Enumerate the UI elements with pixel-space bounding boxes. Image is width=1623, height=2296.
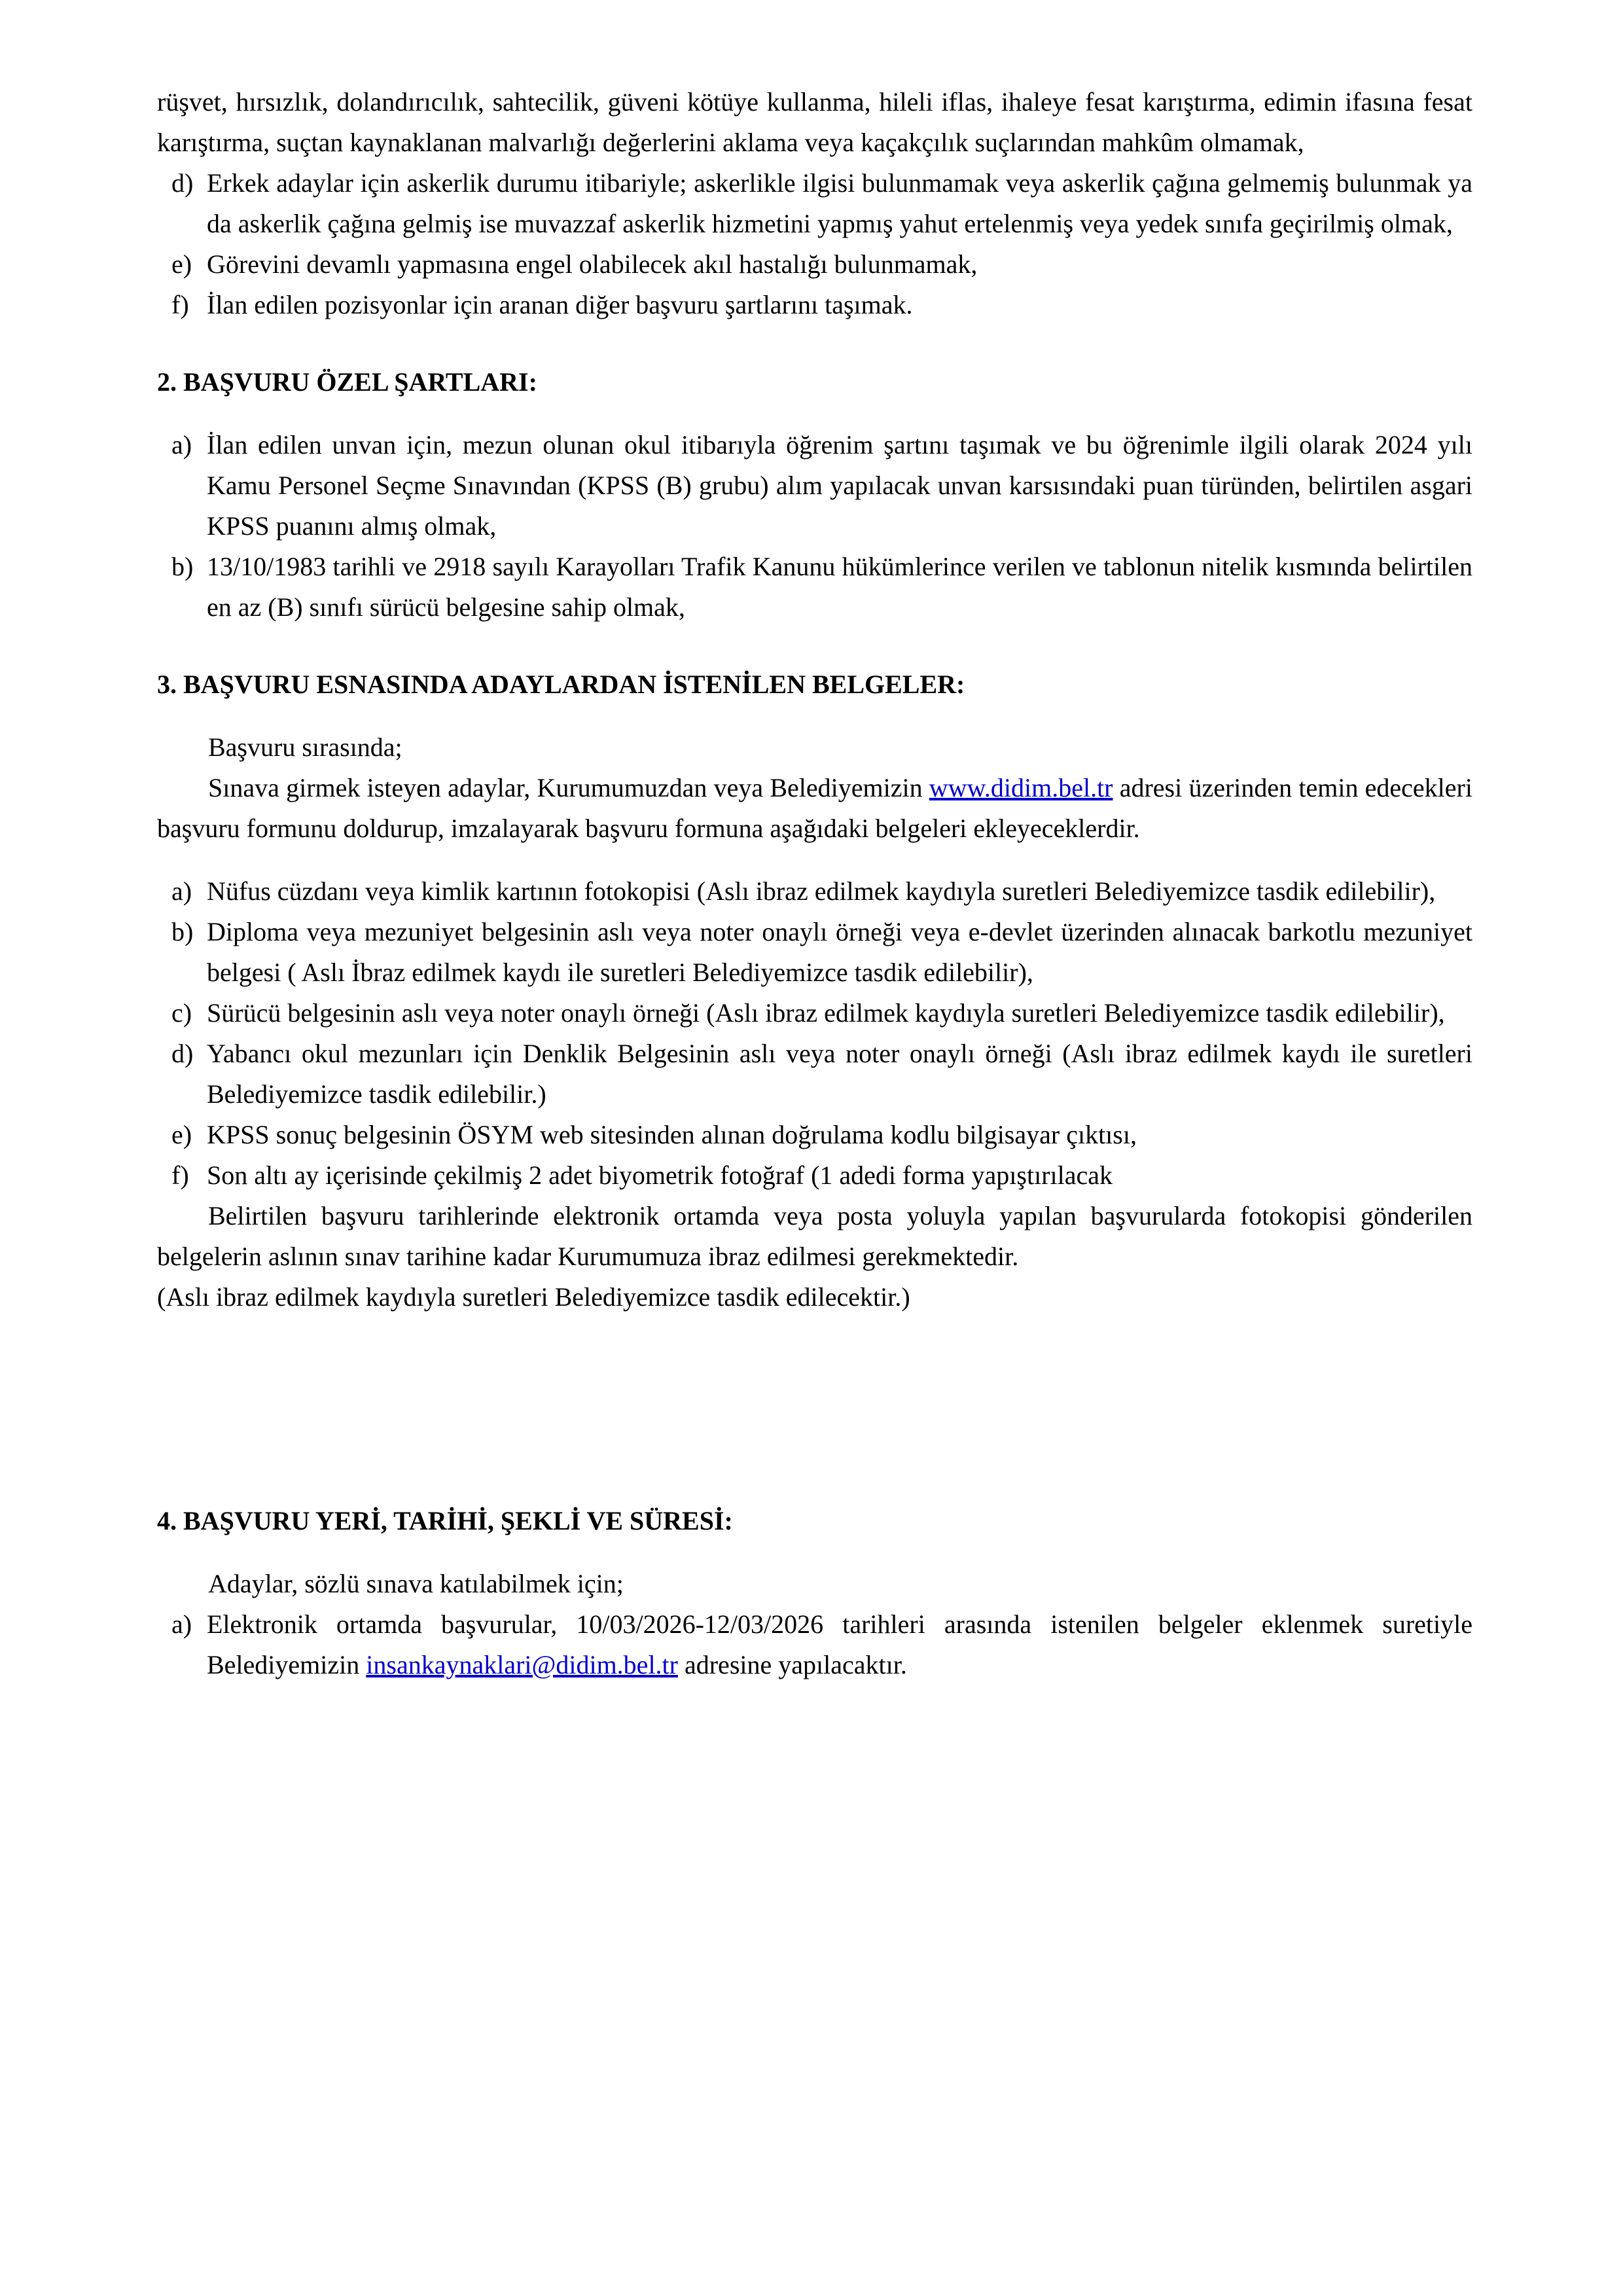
list-item-text: İlan edilen pozisyonlar için aranan diğer başvuru şartlarını taşımak. (207, 290, 913, 319)
section-3-lead-line: Başvuru sırasında; (208, 732, 402, 762)
item-text-before-link: Elektronik ortamda başvurular, 10/03/2026-12/03/2026 tarihleri arasında istenilen belgeler eklenmek suretiyle Belediyemizin (207, 1609, 1472, 1679)
list-item (157, 1155, 1472, 1196)
page-content (157, 0, 1472, 1685)
list-item (157, 993, 1472, 1033)
list-marker: a) (171, 876, 192, 906)
section-3-lead-paragraph (157, 768, 1472, 849)
list-item-text: Görevini devamlı yapmasına engel olabilecek akıl hastalığı bulunmamak, (207, 249, 978, 279)
list-item (157, 547, 1472, 628)
list-marker: e) (171, 1120, 192, 1149)
list-item (157, 244, 1472, 285)
list-item (157, 1115, 1472, 1155)
didim-website-link[interactable]: www.didim.bel.tr (929, 773, 1113, 802)
list-item-text: Son altı ay içerisinde çekilmiş 2 adet biyometrik fotoğraf (1 adedi forma yapıştırılacak (207, 1160, 1113, 1190)
section-3-heading: 3. BAŞVURU ESNASINDA ADAYLARDAN İSTENİLEN BELGELER: (157, 670, 965, 699)
list-item-text: Erkek adaylar için askerlik durumu itibariyle; askerlikle ilgisi bulunmamak veya askerlik çağına gelmemiş bulunmak ya da askerlik çağına gelmiş ise muvazzaf askerlik hizmetini yapmış yahut ertelenmiş veya yedek sınıfa geçirilmiş olmak, (207, 168, 1472, 238)
list-item-text: 13/10/1983 tarihli ve 2918 sayılı Karayolları Trafik Kanunu hükümlerince verilen ve tablonun nitelik kısmında belirtilen en az (B) sınıfı sürücü belgesine sahip olmak, (207, 552, 1472, 622)
list-item-text: Diploma veya mezuniyet belgesinin aslı veya noter onaylı örneği veya e-devlet üzerinden alınacak barkotlu mezuniyet belgesi ( Aslı İbraz edilmek kaydı ile suretleri Belediyemizce tasdik edilebilir), (207, 917, 1472, 987)
list-marker: d) (171, 168, 194, 198)
list-marker: b) (171, 552, 194, 581)
list-marker: a) (171, 430, 192, 459)
list-item-text: İlan edilen unvan için, mezun olunan okul itibarıyla öğrenim şartını taşımak ve bu öğrenimle ilgili olarak 2024 yılı Kamu Personel Seçme Sınavından (KPSS (B) grubu) alım yapılacak unvan karsısındaki puan türünden, belirtilen asgari KPSS puanını almış olmak, (207, 430, 1472, 541)
list-item (157, 1033, 1472, 1115)
list-marker: b) (171, 917, 194, 946)
list-marker: a) (171, 1609, 192, 1639)
item-text-after-link: adresine yapılacaktır. (677, 1650, 907, 1679)
section-4-heading: 4. BAŞVURU YERİ, TARİHİ, ŞEKLİ VE SÜRESİ: (157, 1506, 733, 1535)
section-4-lead-line: Adaylar, sözlü sınava katılabilmek için; (208, 1569, 624, 1598)
general-conditions-list (157, 163, 1472, 325)
list-item-text: Yabancı okul mezunları için Denklik Belgesinin aslı veya noter onaylı örneği (Aslı ibraz edilmek kaydı ile suretleri Belediyemizce tasdik edilebilir.) (207, 1039, 1472, 1109)
section-3-closing-note: (Aslı ibraz edilmek kaydıyla suretleri Belediyemizce tasdik edilecektir.) (157, 1282, 910, 1312)
list-item (157, 285, 1472, 325)
intro-continuation-paragraph: rüşvet, hırsızlık, dolandırıcılık, sahtecilik, güveni kötüye kullanma, hileli iflas, ihaleye fesat karıştırma, edimin ifasına fesat karıştırma, suçtan kaynaklanan malvarlığı değerlerini aklama veya kaçakçılık suçlarından mahkûm olmamak, (157, 87, 1472, 157)
section-2-heading: 2. BAŞVURU ÖZEL ŞARTLARI: (157, 367, 537, 397)
list-item (157, 1604, 1472, 1685)
section-3-documents-list (157, 871, 1472, 1196)
lead-paragraph-text-before-link: Sınava girmek isteyen adaylar, Kurumumuzdan veya Belediyemizin (208, 773, 929, 802)
list-item (157, 912, 1472, 993)
list-item (157, 163, 1472, 244)
list-marker: f) (171, 1160, 189, 1190)
list-item-text (207, 1604, 1472, 1685)
section-3-closing-paragraph: Belirtilen başvuru tarihlerinde elektronik ortamda veya posta yoluyla yapılan başvurularda fotokopisi gönderilen belgelerin aslının sınav tarihine kadar Kurumumuza ibraz edilmesi gerekmektedir. (157, 1201, 1472, 1271)
list-item (157, 425, 1472, 547)
list-item (157, 871, 1472, 912)
lead-paragraph-text-after-link: adresi üzerinden temin edecekleri başvuru formunu doldurup, imzalayarak başvuru formuna aşağıdaki belgeleri ekleyeceklerdir. (157, 773, 1472, 843)
list-marker: d) (171, 1039, 194, 1068)
section-4-list (157, 1604, 1472, 1685)
list-marker: f) (171, 290, 189, 319)
insan-kaynaklari-email-link[interactable]: insankaynaklari@didim.bel.tr (366, 1650, 678, 1679)
list-marker: c) (171, 998, 192, 1028)
list-item-text: Nüfus cüzdanı veya kimlik kartının fotokopisi (Aslı ibraz edilmek kaydıyla suretleri Belediyemizce tasdik edilebilir), (207, 876, 1436, 906)
list-marker: e) (171, 249, 192, 279)
list-item-text: Sürücü belgesinin aslı veya noter onaylı örneği (Aslı ibraz edilmek kaydıyla suretleri Belediyemizce tasdik edilebilir), (207, 998, 1445, 1028)
list-item-text: KPSS sonuç belgesinin ÖSYM web sitesinden alınan doğrulama kodlu bilgisayar çıktısı, (207, 1120, 1137, 1149)
section-2-list (157, 425, 1472, 628)
